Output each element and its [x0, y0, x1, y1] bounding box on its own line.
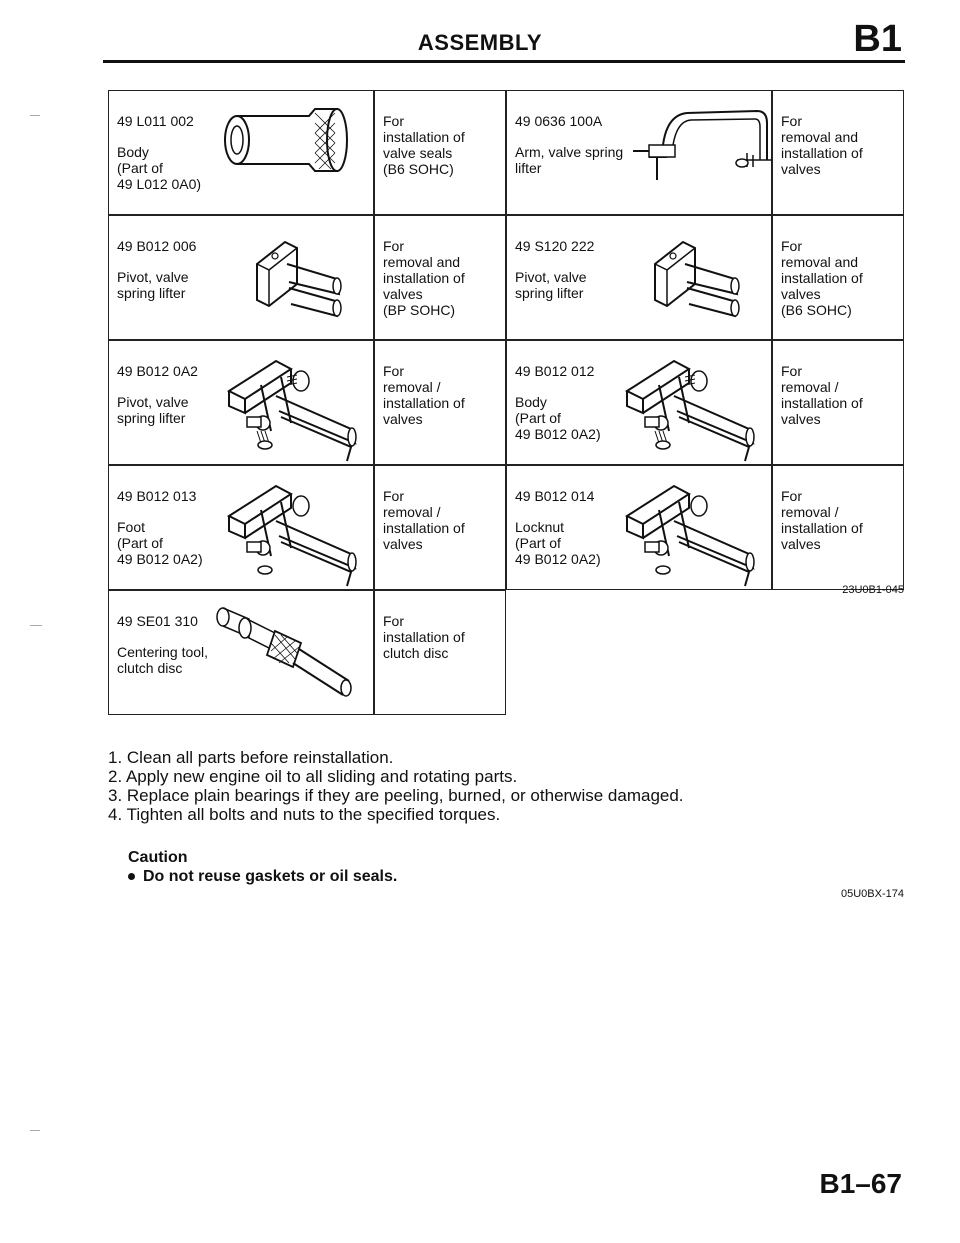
use-line: For: [383, 613, 404, 629]
tool-name: Pivot, valve: [117, 394, 189, 410]
tool-label: [515, 113, 623, 176]
use-cell: [772, 215, 904, 340]
pivot-assembly-icon: [221, 351, 366, 463]
step-item: 3. Replace plain bearings if they are peeling, burned, or otherwise damaged.: [108, 786, 684, 805]
tool-use: [781, 113, 863, 177]
use-line: (B6 SOHC): [383, 161, 454, 177]
tool-use: [383, 113, 465, 177]
use-line: (BP SOHC): [383, 302, 456, 318]
tool-use: [781, 488, 863, 552]
use-line: For: [781, 113, 802, 129]
use-line: For: [383, 363, 404, 379]
valve-spring-lifter-arm-icon: [627, 105, 773, 185]
use-line: installation of: [383, 129, 465, 145]
use-line: valves: [781, 286, 821, 302]
tool-number: 49 B012 012: [515, 363, 595, 379]
tool-number: 49 B012 0A2: [117, 363, 198, 379]
use-line: (B6 SOHC): [781, 302, 852, 318]
tool-name: Foot: [117, 519, 146, 535]
caution-heading: Caution: [128, 849, 188, 866]
tool-cell: [108, 215, 374, 340]
tool-cell: [506, 90, 772, 215]
tool-label: [515, 488, 601, 567]
tool-number: 49 B012 013: [117, 488, 197, 504]
use-line: clutch disc: [383, 645, 449, 661]
figure-reference-code: 23U0B1-045: [842, 584, 904, 596]
tool-name: clutch disc: [117, 660, 183, 676]
tool-number: 49 S120 222: [515, 238, 595, 254]
use-line: valves: [383, 286, 423, 302]
use-line: installation of: [781, 145, 863, 161]
tool-name: 49 B012 0A2): [117, 551, 203, 567]
use-line: installation of: [383, 395, 465, 411]
assembly-steps: [108, 748, 684, 824]
use-line: installation of: [781, 520, 863, 536]
tool-name: Pivot, valve: [515, 269, 587, 285]
tool-number: 49 SE01 310: [117, 613, 198, 629]
tool-name: Centering tool,: [117, 644, 209, 660]
tool-use: [781, 363, 863, 427]
tool-name: lifter: [515, 160, 542, 176]
tool-cell: [108, 465, 374, 590]
pivot-block-icon: [645, 234, 745, 324]
tool-use: [781, 238, 863, 318]
tool-number: 49 B012 006: [117, 238, 197, 254]
use-line: valves: [781, 536, 821, 552]
tool-name: Pivot, valve: [117, 269, 189, 285]
section-label: B1: [853, 18, 902, 60]
tool-name: 49 B012 0A2): [515, 551, 601, 567]
tool-use: [383, 238, 465, 318]
use-line: valves: [781, 161, 821, 177]
scan-mark: [30, 1130, 40, 1131]
use-cell: [374, 340, 506, 465]
use-cell: [374, 465, 506, 590]
tool-label: [117, 238, 196, 301]
tool-cell: [108, 90, 374, 215]
use-cell: [772, 90, 904, 215]
use-line: removal /: [383, 379, 441, 395]
use-line: removal /: [781, 504, 839, 520]
tool-name: Locknut: [515, 519, 565, 535]
tool-name: 49 L012 0A0): [117, 176, 202, 192]
tool-name: Body: [117, 144, 149, 160]
use-line: removal /: [781, 379, 839, 395]
tool-use: [383, 488, 465, 552]
caution-item: [128, 868, 397, 886]
tool-label: [515, 363, 601, 442]
step-item: 4. Tighten all bolts and nuts to the specified torques.: [108, 805, 501, 824]
use-line: For: [781, 488, 802, 504]
use-cell: [772, 465, 904, 590]
knurled-sleeve-tool-icon: [219, 105, 359, 175]
tool-cell: [108, 340, 374, 465]
use-line: For: [383, 238, 404, 254]
tool-cell: [506, 340, 772, 465]
caution-text: Do not reuse gaskets or oil seals.: [143, 868, 398, 885]
step-item: 2. Apply new engine oil to all sliding and rotating parts.: [108, 767, 518, 786]
use-line: For: [781, 238, 802, 254]
use-line: valves: [383, 411, 423, 427]
pivot-assembly-icon: [619, 476, 764, 588]
section-reference-code: 05U0BX-174: [841, 888, 904, 900]
use-line: installation of: [781, 395, 863, 411]
tool-name: 49 B012 0A2): [515, 426, 601, 442]
tool-use: [383, 363, 465, 427]
pivot-assembly-icon: [619, 351, 764, 463]
tool-name: Body: [515, 394, 547, 410]
pivot-assembly-icon: [221, 476, 366, 588]
tool-label: [117, 113, 201, 192]
use-line: For: [781, 363, 802, 379]
tool-name: spring lifter: [117, 410, 186, 426]
tool-name: (Part of: [515, 410, 561, 426]
special-tools-table: [108, 90, 904, 715]
tool-name: (Part of: [515, 535, 561, 551]
tool-number: 49 0636 100A: [515, 113, 603, 129]
use-line: removal and: [383, 254, 461, 270]
pivot-block-icon: [247, 234, 347, 324]
use-line: installation of: [383, 270, 465, 286]
tool-number: 49 B012 014: [515, 488, 595, 504]
step-item: 1. Clean all parts before reinstallation.: [108, 748, 394, 767]
tool-cell: [108, 590, 374, 715]
use-cell: [374, 590, 506, 715]
centering-tool-icon: [209, 601, 359, 711]
bullet-icon: [128, 873, 135, 880]
use-line: For: [383, 488, 404, 504]
tool-name: (Part of: [117, 160, 163, 176]
use-cell: [772, 340, 904, 465]
use-line: removal /: [383, 504, 441, 520]
scan-mark: [30, 625, 42, 626]
tool-label: [117, 363, 198, 426]
tool-name: spring lifter: [117, 285, 186, 301]
tool-name: Arm, valve spring: [515, 144, 624, 160]
tool-label: [117, 488, 203, 567]
scan-mark: [30, 115, 40, 116]
tool-cell: [506, 215, 772, 340]
use-line: For: [383, 113, 404, 129]
use-line: valve seals: [383, 145, 453, 161]
page-number: B1–67: [819, 1168, 902, 1199]
header-rule: [103, 60, 905, 63]
use-line: removal and: [781, 254, 859, 270]
tool-label: [117, 613, 208, 676]
use-line: valves: [383, 536, 423, 552]
use-line: valves: [781, 411, 821, 427]
use-line: removal and: [781, 129, 859, 145]
use-line: installation of: [383, 520, 465, 536]
tool-name: (Part of: [117, 535, 163, 551]
use-line: installation of: [383, 629, 465, 645]
tool-use: [383, 613, 465, 661]
use-cell: [374, 90, 506, 215]
use-cell: [374, 215, 506, 340]
page-title: ASSEMBLY: [417, 30, 543, 55]
tool-name: spring lifter: [515, 285, 584, 301]
tool-number: 49 L011 002: [117, 113, 194, 129]
tool-cell: [506, 465, 772, 590]
tool-label: [515, 238, 594, 301]
use-line: installation of: [781, 270, 863, 286]
